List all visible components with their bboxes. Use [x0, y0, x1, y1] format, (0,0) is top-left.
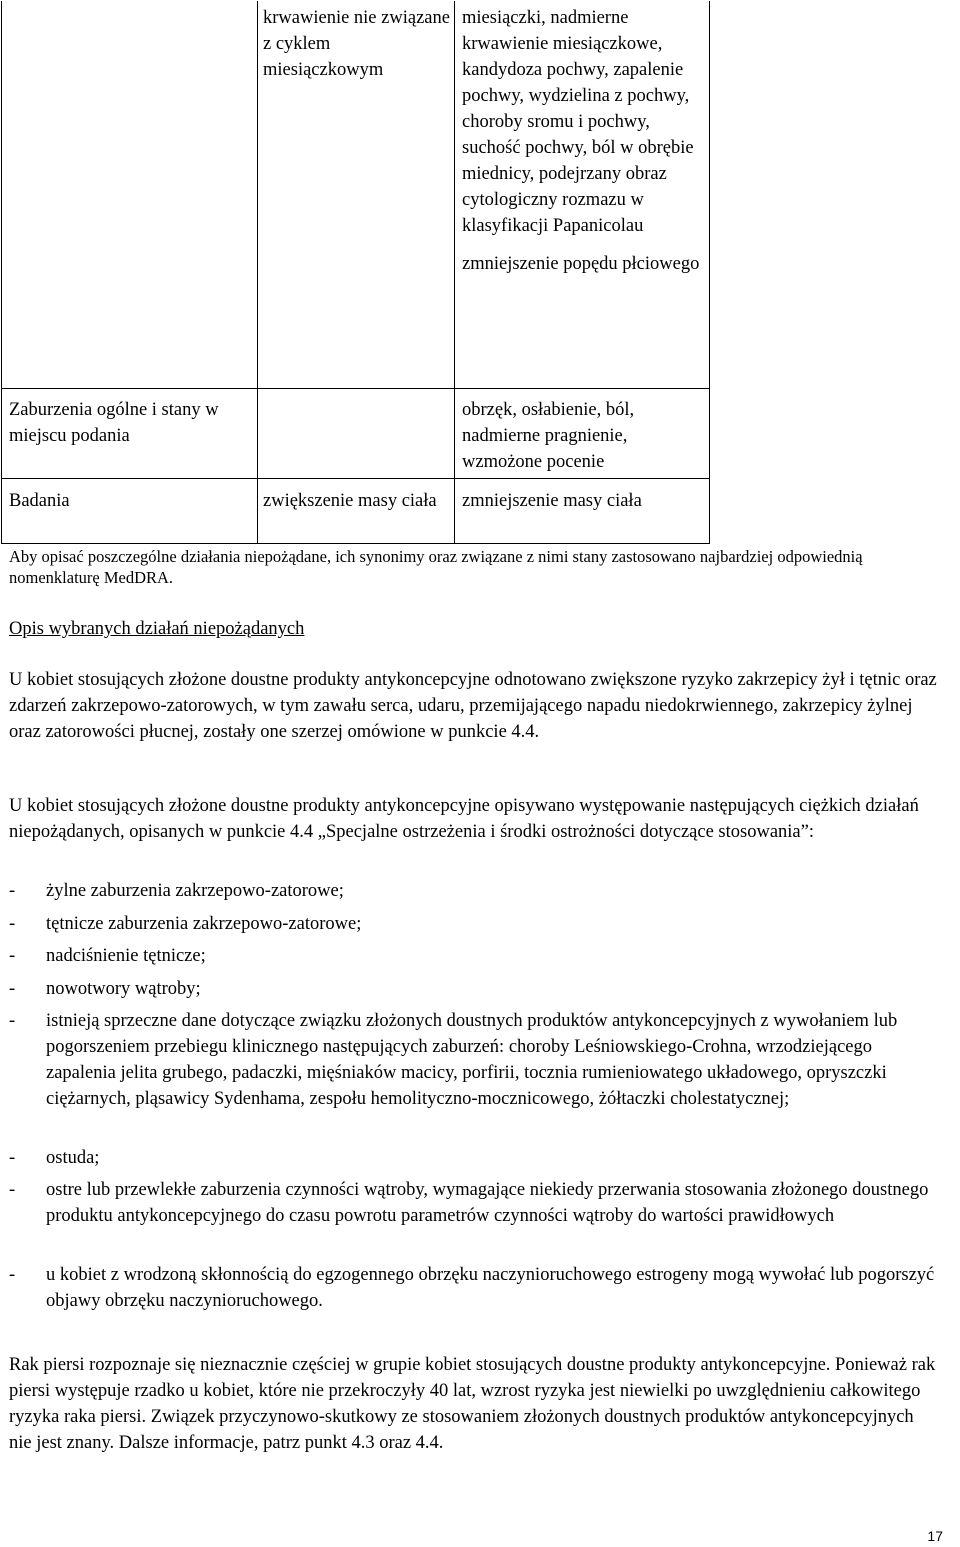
list-item-text: ostuda;: [46, 1148, 100, 1168]
table-cell-row3-col2: [263, 488, 448, 514]
section-heading: Opis wybranych działań niepożądanych: [9, 619, 305, 639]
table-cell-row2-col1: [9, 397, 254, 449]
table-border-bottom: [1, 543, 710, 544]
cell-text: Zaburzenia ogólne i stany w miejscu podania: [9, 400, 219, 446]
cell-text: zmniejszenie popędu płciowego: [462, 254, 700, 274]
list-dash: -: [9, 1011, 16, 1031]
table-cell-row1-col2: [263, 5, 453, 83]
list-dash: -: [9, 1265, 16, 1285]
list-dash: -: [9, 914, 16, 934]
list-item-text: u kobiet z wrodzoną skłonnością do egzogennego obrzęku naczynioruchowego estrogeny mogą wywołać lub pogorszyć objawy obrzęku naczynioruchowego.: [46, 1265, 935, 1311]
cell-text: obrzęk, osłabienie, ból, nadmierne pragnienie, wzmożone pocenie: [462, 400, 635, 472]
list-item-text: nowotwory wątroby;: [46, 979, 201, 999]
cell-text: Badania: [9, 491, 70, 511]
list-dash: -: [9, 1180, 16, 1200]
list-item-text: ostre lub przewlekłe zaburzenia czynności wątroby, wymagające niekiedy przerwania stosowania złożonego doustnego produktu antykoncepcyjnego do czasu powrotu parametrów czynności wątroby do wartości prawidłowych: [46, 1180, 929, 1226]
list-dash: -: [9, 946, 16, 966]
table-cell-row1-col3: [462, 5, 702, 277]
table-col-divider-1: [257, 1, 258, 544]
paragraph-3: Rak piersi rozpoznaje się nieznacznie częściej w grupie kobiet stosujących doustne produkty antykoncepcyjne. Ponieważ rak piersi występuje rzadko u kobiet, które nie przekroczyły 40 lat, wzrost ryzyka jest niewielki po uwzględnieniu całkowitego ryzyka raka piersi. Związek przyczynowo-skutkowy ze stosowaniem złożonych doustnych produktów antykoncepcyjnych nie jest znany. Dalsze informacje, patrz punkt 4.3 oraz 4.4.: [9, 1355, 936, 1453]
table-cell-row3-col1: [9, 488, 254, 514]
paragraph-2: U kobiet stosujących złożone doustne produkty antykoncepcyjne opisywano występowanie następujących ciężkich działań niepożądanych, opisanych w punkcie 4.4 „Specjalne ostrzeżenia i środki ostrożności dotyczące stosowania”:: [9, 796, 919, 842]
list-dash: -: [9, 1148, 16, 1168]
adverse-reactions-table: [1, 1, 710, 544]
list-item-text: tętnicze zaburzenia zakrzepowo-zatorowe;: [46, 914, 362, 934]
table-border-left: [1, 1, 2, 544]
table-row-divider-2: [1, 478, 710, 479]
list-item-text: żylne zaburzenia zakrzepowo-zatorowe;: [46, 881, 344, 901]
table-col-divider-2: [454, 1, 455, 544]
list-item-text: istnieją sprzeczne dane dotyczące związku złożonych doustnych produktów antykoncepcyjnych z wywołaniem lub pogorszeniem przebiegu klinicznego następujących zaburzeń: choroby Leśniowskiego-Crohna, wrzodziejącego zapalenia jelita grubego, padaczki, mięśniaków macicy, porfirii, tocznia rumieniowatego układowego, opryszczki ciężarnych, pląsawicy Sydenhama, zespołu hemolityczno-mocznicowego, żółtaczki cholestatycznej;: [46, 1011, 898, 1109]
table-row-divider-1: [1, 388, 710, 389]
table-cell-row3-col3: [462, 488, 702, 514]
page-number: 17: [927, 1528, 943, 1544]
list-dash: -: [9, 881, 16, 901]
list-item-text: nadciśnienie tętnicze;: [46, 946, 206, 966]
meddra-note: Aby opisać poszczególne działania niepożądane, ich synonimy oraz związane z nimi stany zastosowano najbardziej odpowiednią nomenklaturę MedDRA.: [9, 547, 863, 587]
cell-text: zwiększenie masy ciała: [263, 491, 437, 511]
table-cell-row2-col3: [462, 397, 702, 475]
cell-text: krwawienie nie związane z cyklem miesiączkowym: [263, 8, 450, 80]
cell-text: miesiączki, nadmierne krwawienie miesiączkowe, kandydoza pochwy, zapalenie pochwy, wydzielina z pochwy, choroby sromu i pochwy, suchość pochwy, ból w obrębie miednicy, podejrzany obraz cytologiczny rozmazu w klasyfikacji Papanicolau: [462, 8, 694, 236]
cell-text: zmniejszenie masy ciała: [462, 491, 642, 511]
table-border-right: [709, 1, 710, 544]
paragraph-1: U kobiet stosujących złożone doustne produkty antykoncepcyjne odnotowano zwiększone ryzyko zakrzepicy żył i tętnic oraz zdarzeń zakrzepowo-zatorowych, w tym zawału serca, udaru, przemijającego napadu niedokrwiennego, zakrzepicy żylnej oraz zatorowości płucnej, zostały one szerzej omówione w punkcie 4.4.: [9, 670, 937, 742]
list-dash: -: [9, 979, 16, 999]
